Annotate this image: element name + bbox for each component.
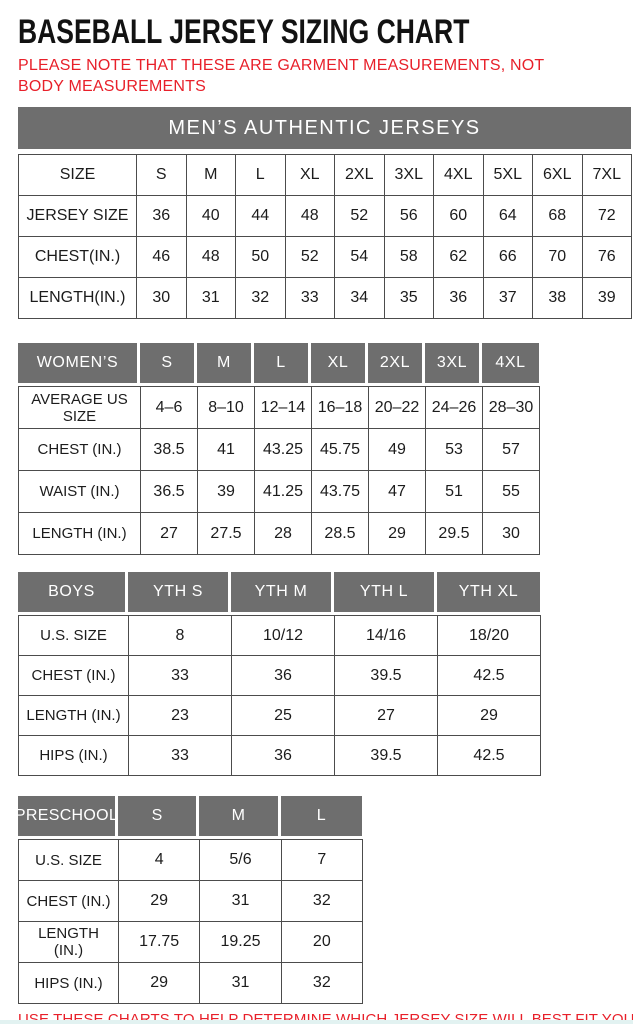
value-cell: 4XL <box>434 155 484 196</box>
table-body <box>18 615 541 776</box>
size-header-cell: YTH M <box>231 572 334 612</box>
value-cell: 8–10 <box>198 387 255 429</box>
value-cell: 29 <box>119 963 200 1004</box>
value-cell: 4 <box>119 840 200 881</box>
section-header-cell: BOYS <box>18 572 128 612</box>
row-label: CHEST (IN.) <box>19 656 129 696</box>
value-cell: 17.75 <box>119 922 200 963</box>
value-cell: 42.5 <box>438 656 541 696</box>
value-cell: 55 <box>483 471 540 513</box>
size-header-cell: 3XL <box>425 343 482 383</box>
size-header-cell: L <box>281 796 362 836</box>
value-cell: 49 <box>369 429 426 471</box>
value-cell: 20 <box>282 922 363 963</box>
value-cell: 47 <box>369 471 426 513</box>
value-cell: 27 <box>335 696 438 736</box>
size-header-cell: S <box>140 343 197 383</box>
preschool-sizing-table <box>14 796 633 1004</box>
section-header-cell: PRESCHOOL <box>18 796 118 836</box>
value-cell: 18/20 <box>438 616 541 656</box>
mens-sizing-table <box>18 154 633 319</box>
value-cell: 57 <box>483 429 540 471</box>
value-cell: 68 <box>533 196 583 237</box>
value-cell: 51 <box>426 471 483 513</box>
value-cell: 2XL <box>335 155 385 196</box>
value-cell: 36 <box>434 278 484 319</box>
size-header-cell: 2XL <box>368 343 425 383</box>
value-cell: 31 <box>200 963 281 1004</box>
page-title: BASEBALL JERSEY SIZING CHART <box>18 13 470 51</box>
value-cell: 41 <box>198 429 255 471</box>
value-cell: 50 <box>236 237 286 278</box>
value-cell: 39 <box>583 278 633 319</box>
value-cell: 48 <box>286 196 336 237</box>
table-body <box>18 386 540 555</box>
size-header-cell: L <box>254 343 311 383</box>
value-cell: 31 <box>187 278 237 319</box>
boys-sizing-table <box>18 572 633 776</box>
row-label: CHEST(IN.) <box>19 237 137 278</box>
value-cell: S <box>137 155 187 196</box>
value-cell: 72 <box>583 196 633 237</box>
value-cell: 66 <box>484 237 534 278</box>
value-cell: 41.25 <box>255 471 312 513</box>
size-header-cell: S <box>118 796 199 836</box>
value-cell: 29 <box>119 881 200 922</box>
value-cell: 70 <box>533 237 583 278</box>
row-label: U.S. SIZE <box>19 840 119 881</box>
value-cell: 60 <box>434 196 484 237</box>
row-label: SIZE <box>19 155 137 196</box>
row-label: U.S. SIZE <box>19 616 129 656</box>
size-header-cell: YTH L <box>334 572 437 612</box>
row-label: LENGTH (IN.) <box>19 513 141 555</box>
value-cell: 10/12 <box>232 616 335 656</box>
row-label: LENGTH (IN.) <box>19 696 129 736</box>
garment-measurements-note: PLEASE NOTE THAT THESE ARE GARMENT MEASUREMENTS, NOT BODY MEASUREMENTS <box>18 57 545 95</box>
value-cell: 56 <box>385 196 435 237</box>
value-cell: 43.25 <box>255 429 312 471</box>
value-cell: 28.5 <box>312 513 369 555</box>
size-header-cell: M <box>199 796 280 836</box>
value-cell: 32 <box>282 881 363 922</box>
value-cell: 28 <box>255 513 312 555</box>
size-header-cell: 4XL <box>482 343 539 383</box>
value-cell: 30 <box>137 278 187 319</box>
value-cell: 19.25 <box>200 922 281 963</box>
value-cell: 39 <box>198 471 255 513</box>
mens-authentic-banner: MEN’S AUTHENTIC JERSEYS <box>18 107 631 149</box>
value-cell: 24–26 <box>426 387 483 429</box>
value-cell: 33 <box>129 736 232 776</box>
value-cell: 7XL <box>583 155 633 196</box>
size-header-cell: YTH S <box>128 572 231 612</box>
value-cell: 46 <box>137 237 187 278</box>
value-cell: 5/6 <box>200 840 281 881</box>
value-cell: 30 <box>483 513 540 555</box>
value-cell: 34 <box>335 278 385 319</box>
value-cell: 48 <box>187 237 237 278</box>
value-cell: 6XL <box>533 155 583 196</box>
value-cell: 27 <box>141 513 198 555</box>
value-cell: M <box>187 155 237 196</box>
value-cell: 64 <box>484 196 534 237</box>
value-cell: 42.5 <box>438 736 541 776</box>
table-header-row <box>18 572 540 612</box>
value-cell: 23 <box>129 696 232 736</box>
value-cell: 27.5 <box>198 513 255 555</box>
value-cell: 29.5 <box>426 513 483 555</box>
value-cell: 4–6 <box>141 387 198 429</box>
size-header-cell: M <box>197 343 254 383</box>
value-cell: 14/16 <box>335 616 438 656</box>
table-header-row <box>14 796 362 836</box>
value-cell: 16–18 <box>312 387 369 429</box>
value-cell: 33 <box>129 656 232 696</box>
value-cell: 37 <box>484 278 534 319</box>
value-cell: 32 <box>236 278 286 319</box>
row-label: LENGTH(IN.) <box>19 278 137 319</box>
value-cell: 53 <box>426 429 483 471</box>
value-cell: 52 <box>335 196 385 237</box>
value-cell: 62 <box>434 237 484 278</box>
row-label: CHEST (IN.) <box>19 881 119 922</box>
size-header-cell: YTH XL <box>437 572 540 612</box>
value-cell: 28–30 <box>483 387 540 429</box>
value-cell: 32 <box>282 963 363 1004</box>
value-cell: 31 <box>200 881 281 922</box>
value-cell: 3XL <box>385 155 435 196</box>
table-body <box>18 154 632 319</box>
value-cell: 33 <box>286 278 336 319</box>
row-label: CHEST (IN.) <box>19 429 141 471</box>
value-cell: 39.5 <box>335 656 438 696</box>
value-cell: 20–22 <box>369 387 426 429</box>
value-cell: 35 <box>385 278 435 319</box>
value-cell: 40 <box>187 196 237 237</box>
value-cell: 38.5 <box>141 429 198 471</box>
value-cell: 76 <box>583 237 633 278</box>
value-cell: 29 <box>438 696 541 736</box>
value-cell: 25 <box>232 696 335 736</box>
value-cell: 52 <box>286 237 336 278</box>
row-label: JERSEY SIZE <box>19 196 137 237</box>
row-label: HIPS (IN.) <box>19 736 129 776</box>
value-cell: 29 <box>369 513 426 555</box>
value-cell: 12–14 <box>255 387 312 429</box>
row-label: WAIST (IN.) <box>19 471 141 513</box>
value-cell: 36 <box>137 196 187 237</box>
row-label: HIPS (IN.) <box>19 963 119 1004</box>
section-header-cell: WOMEN’S <box>18 343 140 383</box>
value-cell: L <box>236 155 286 196</box>
value-cell: 58 <box>385 237 435 278</box>
table-body <box>18 839 363 1004</box>
value-cell: XL <box>286 155 336 196</box>
size-header-cell: XL <box>311 343 368 383</box>
table-header-row <box>18 343 539 383</box>
value-cell: 36.5 <box>141 471 198 513</box>
womens-sizing-table <box>18 343 633 555</box>
row-label: AVERAGE US SIZE <box>19 387 141 429</box>
row-label: LENGTH (IN.) <box>19 922 119 963</box>
value-cell: 44 <box>236 196 286 237</box>
value-cell: 45.75 <box>312 429 369 471</box>
value-cell: 8 <box>129 616 232 656</box>
value-cell: 38 <box>533 278 583 319</box>
value-cell: 5XL <box>484 155 534 196</box>
value-cell: 36 <box>232 656 335 696</box>
value-cell: 7 <box>282 840 363 881</box>
bottom-strip <box>0 1020 633 1024</box>
value-cell: 54 <box>335 237 385 278</box>
value-cell: 36 <box>232 736 335 776</box>
value-cell: 43.75 <box>312 471 369 513</box>
value-cell: 39.5 <box>335 736 438 776</box>
